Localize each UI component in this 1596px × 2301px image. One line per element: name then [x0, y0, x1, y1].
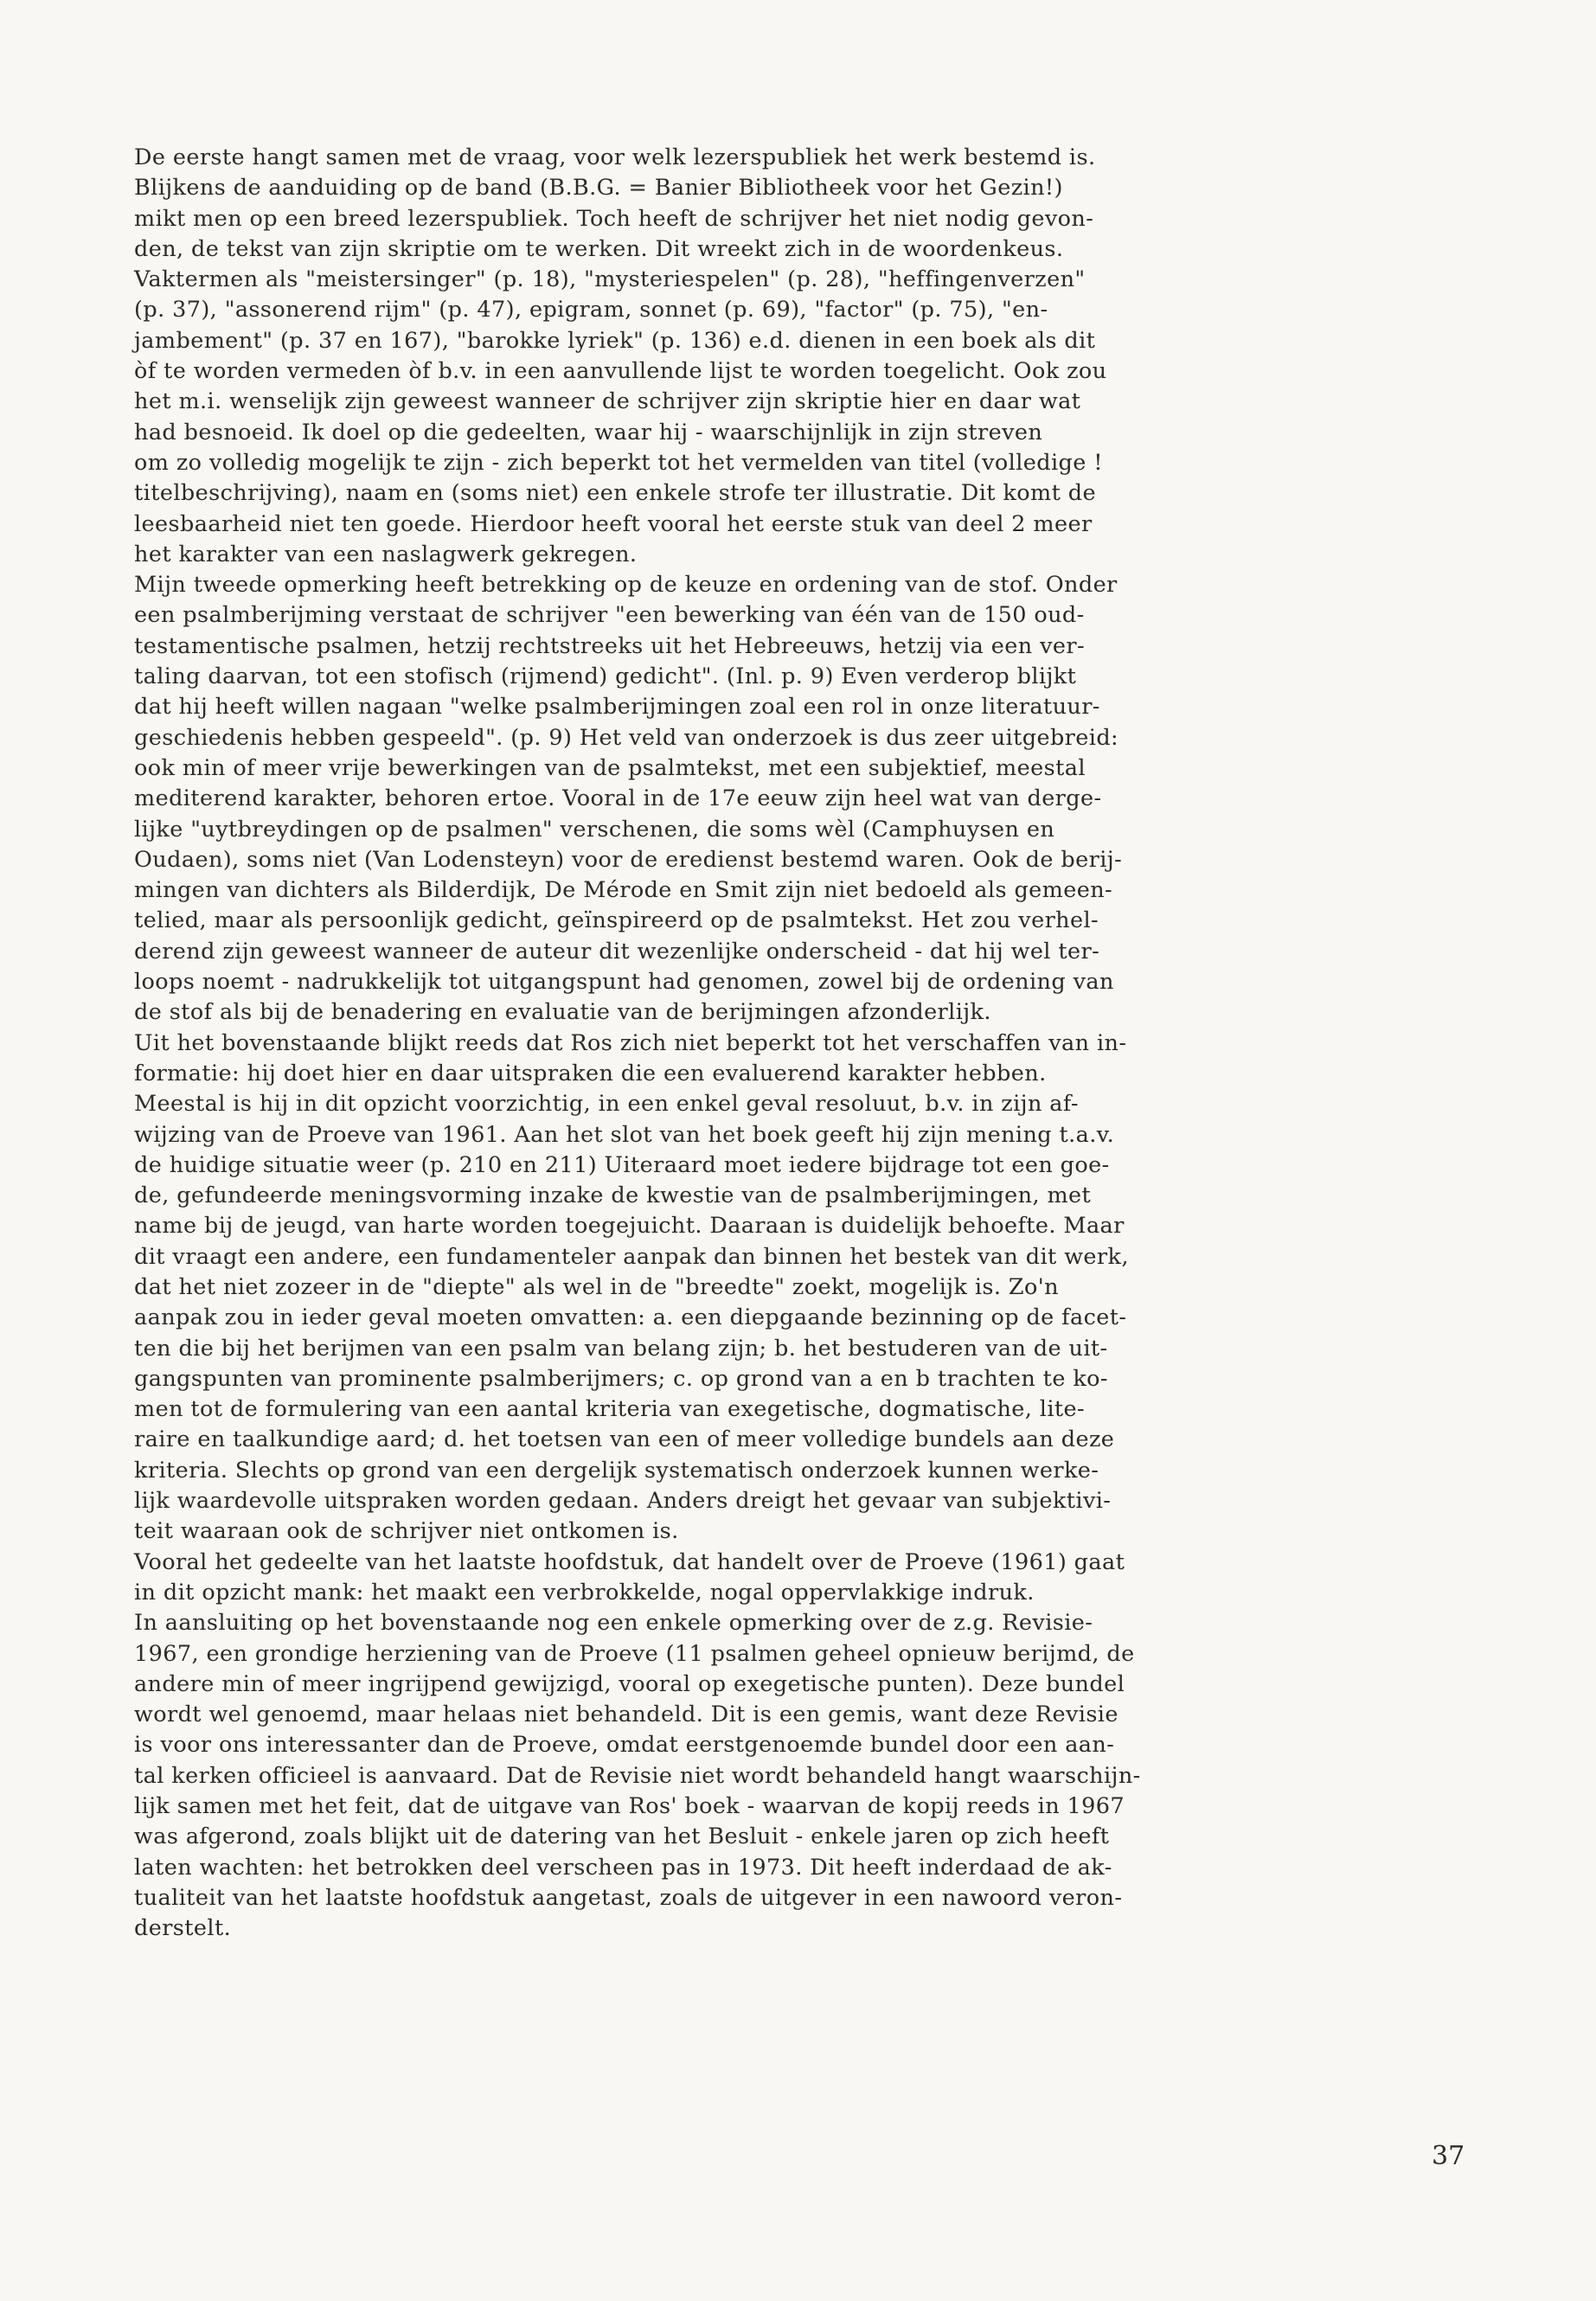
text-line: derstelt. — [134, 1915, 232, 1942]
text-line: men tot de formulering van een aantal kriteria van exegetische, dogmatische, lite- — [134, 1396, 1086, 1423]
text-line: mikt men op een breed lezerspubliek. Toch heeft de schrijver het niet nodig gevon- — [134, 205, 1094, 232]
text-line: (p. 37), "assonerend rijm" (p. 47), epigram, sonnet (p. 69), "factor" (p. 75), "en- — [134, 297, 1048, 324]
text-line: laten wachten: het betrokken deel verscheen pas in 1973. Dit heeft inderdaad de ak- — [134, 1854, 1112, 1881]
text-line: andere min of meer ingrijpend gewijzigd, vooral op exegetische punten). Deze bundel — [134, 1670, 1125, 1697]
text-line: raire en taalkundige aard; d. het toetsen van een of meer volledige bundels aan deze — [134, 1426, 1115, 1453]
text-line: Blijkens de aanduiding op de band (B.B.G. = Banier Bibliotheek voor het Gezin!) — [134, 175, 1063, 202]
text-line: ten die bij het berijmen van een psalm van belang zijn; b. het bestuderen van de uit- — [134, 1335, 1108, 1362]
text-line: was afgerond, zoals blijkt uit de datering van het Besluit - enkele jaren op zich heeft — [134, 1823, 1110, 1850]
text-line: 1967, een grondige herziening van de Proeve (11 psalmen geheel opnieuw berijmd, de — [134, 1640, 1135, 1667]
text-line: titelbeschrijving), naam en (soms niet) een enkele strofe ter illustratie. Dit komt de — [134, 480, 1096, 507]
text-line: Mijn tweede opmerking heeft betrekking op de keuze en ordening van de stof. Onder — [134, 572, 1118, 599]
text-line: òf te worden vermeden òf b.v. in een aanvullende lijst te worden toegelicht. Ook zou — [134, 358, 1107, 385]
text-line: In aansluiting op het bovenstaande nog een enkele opmerking over de z.g. Revisie- — [134, 1610, 1093, 1637]
text-line: teit waaraan ook de schrijver niet ontkomen is. — [134, 1518, 679, 1545]
text-line: gangspunten van prominente psalmberijmers; c. op grond van a en b trachten te ko- — [134, 1365, 1108, 1392]
text-line: taling daarvan, tot een stofisch (rijmend) gedicht". (Inl. p. 9) Even verderop blijkt — [134, 663, 1077, 690]
text-line: kriteria. Slechts op grond van een dergelijk systematisch onderzoek kunnen werke- — [134, 1457, 1099, 1484]
text-line: ook min of meer vrije bewerkingen van de psalmtekst, met een subjektief, meestal — [134, 754, 1086, 781]
text-line: De eerste hangt samen met de vraag, voor welk lezerspubliek het werk bestemd is. — [134, 144, 1096, 170]
text-line: tualiteit van het laatste hoofdstuk aangetast, zoals de uitgever in een nawoord veron- — [134, 1884, 1123, 1911]
text-line: derend zijn geweest wanneer de auteur dit wezenlijke onderscheid - dat hij wel ter- — [134, 938, 1100, 965]
text-line: aanpak zou in ieder geval moeten omvatten: a. een diepgaande bezinning op de facet- — [134, 1304, 1127, 1331]
text-line: name bij de jeugd, van harte worden toegejuicht. Daaraan is duidelijk behoefte. Maar — [134, 1213, 1125, 1240]
text-line: de huidige situatie weer (p. 210 en 211) Uiteraard moet iedere bijdrage tot een goe- — [134, 1151, 1110, 1178]
text-line: dat hij heeft willen nagaan "welke psalmberijmingen zoal een rol in onze literatuur- — [134, 694, 1100, 721]
text-line: mingen van dichters als Bilderdijk, De Mérode en Smit zijn niet bedoeld als gemeen- — [134, 877, 1113, 904]
text-line: jambement" (p. 37 en 167), "barokke lyriek" (p. 136) e.d. dienen in een boek als dit — [134, 327, 1096, 354]
text-line: Oudaen), soms niet (Van Lodensteyn) voor de eredienst bestemd waren. Ook de berij- — [134, 846, 1123, 873]
text-line: dat het niet zozeer in de "diepte" als wel in de "breedte" zoekt, mogelijk is. Zo'n — [134, 1273, 1059, 1300]
text-line: leesbaarheid niet ten goede. Hierdoor heeft vooral het eerste stuk van deel 2 meer — [134, 510, 1093, 537]
text-line: lijk samen met het feit, dat de uitgave van Ros' boek - waarvan de kopij reeds in 1967 — [134, 1793, 1125, 1820]
text-line: dit vraagt een andere, een fundamenteler aanpak dan binnen het bestek van dit werk, — [134, 1243, 1129, 1270]
text-line: is voor ons interessanter dan de Proeve, omdat eerstgenoemde bundel door een aan- — [134, 1732, 1115, 1759]
text-line: een psalmberijming verstaat de schrijver "een bewerking van één van de 150 oud- — [134, 602, 1085, 629]
text-line: Vooral het gedeelte van het laatste hoofdstuk, dat handelt over de Proeve (1961) gaat — [134, 1548, 1125, 1575]
text-line: tal kerken officieel is aanvaard. Dat de Revisie niet wordt behandeld hangt waarschijn- — [134, 1762, 1141, 1789]
text-line: Uit het bovenstaande blijkt reeds dat Ros zich niet beperkt tot het verschaffen van in- — [134, 1029, 1127, 1056]
text-line: het m.i. wenselijk zijn geweest wanneer de schrijver zijn skriptie hier en daar wat — [134, 388, 1081, 415]
text-line: geschiedenis hebben gespeeld". (p. 9) Het veld van onderzoek is dus zeer uitgebreid: — [134, 724, 1119, 751]
text-line: Meestal is hij in dit opzicht voorzichtig, in een enkel geval resoluut, b.v. in zijn af- — [134, 1091, 1079, 1118]
text-line: mediterend karakter, behoren ertoe. Vooral in de 17e eeuw zijn heel wat van derge- — [134, 785, 1102, 812]
text-line: de stof als bij de benadering en evaluatie van de berijmingen afzonderlijk. — [134, 999, 991, 1026]
text-line: Vaktermen als "meistersinger" (p. 18), "mysteriespelen" (p. 28), "heffingenverzen" — [134, 266, 1086, 293]
text-line: lijke "uytbreydingen op de psalmen" verschenen, die soms wèl (Camphuysen en — [134, 816, 1055, 843]
body-text — [134, 143, 1471, 1945]
text-line: den, de tekst van zijn skriptie om te werken. Dit wreekt zich in de woordenkeus. — [134, 235, 1064, 262]
text-line: wijzing van de Proeve van 1961. Aan het slot van het boek geeft hij zijn mening t.a.v. — [134, 1121, 1115, 1148]
page-number: 37 — [1432, 2141, 1465, 2171]
text-line: wordt wel genoemd, maar helaas niet behandeld. Dit is een gemis, want deze Revisie — [134, 1702, 1118, 1728]
text-line: had besnoeid. Ik doel op die gedeelten, waar hij - waarschijnlijk in zijn streven — [134, 419, 1043, 445]
text-line: het karakter van een naslagwerk gekregen. — [134, 541, 638, 567]
text-line: de, gefundeerde meningsvorming inzake de kwestie van de psalmberijmingen, met — [134, 1183, 1092, 1209]
text-line: om zo volledig mogelijk te zijn - zich beperkt tot het vermelden van titel (volledige ! — [134, 449, 1103, 476]
text-line: formatie: hij doet hier en daar uitspraken die een evaluerend karakter hebben. — [134, 1060, 1047, 1086]
text-line: testamentische psalmen, hetzij rechtstreeks uit het Hebreeuws, hetzij via een ver- — [134, 632, 1085, 659]
text-line: loops noemt - nadrukkelijk tot uitgangspunt had genomen, zowel bij de ordening van — [134, 969, 1114, 996]
text-line: in dit opzicht mank: het maakt een verbrokkelde, nogal oppervlakkige indruk. — [134, 1579, 1035, 1606]
text-line: lijk waardevolle uitspraken worden gedaan. Anders dreigt het gevaar van subjektivi- — [134, 1488, 1112, 1515]
text-line: telied, maar als persoonlijk gedicht, geïnspireerd op de psalmtekst. Het zou verhel- — [134, 907, 1099, 934]
